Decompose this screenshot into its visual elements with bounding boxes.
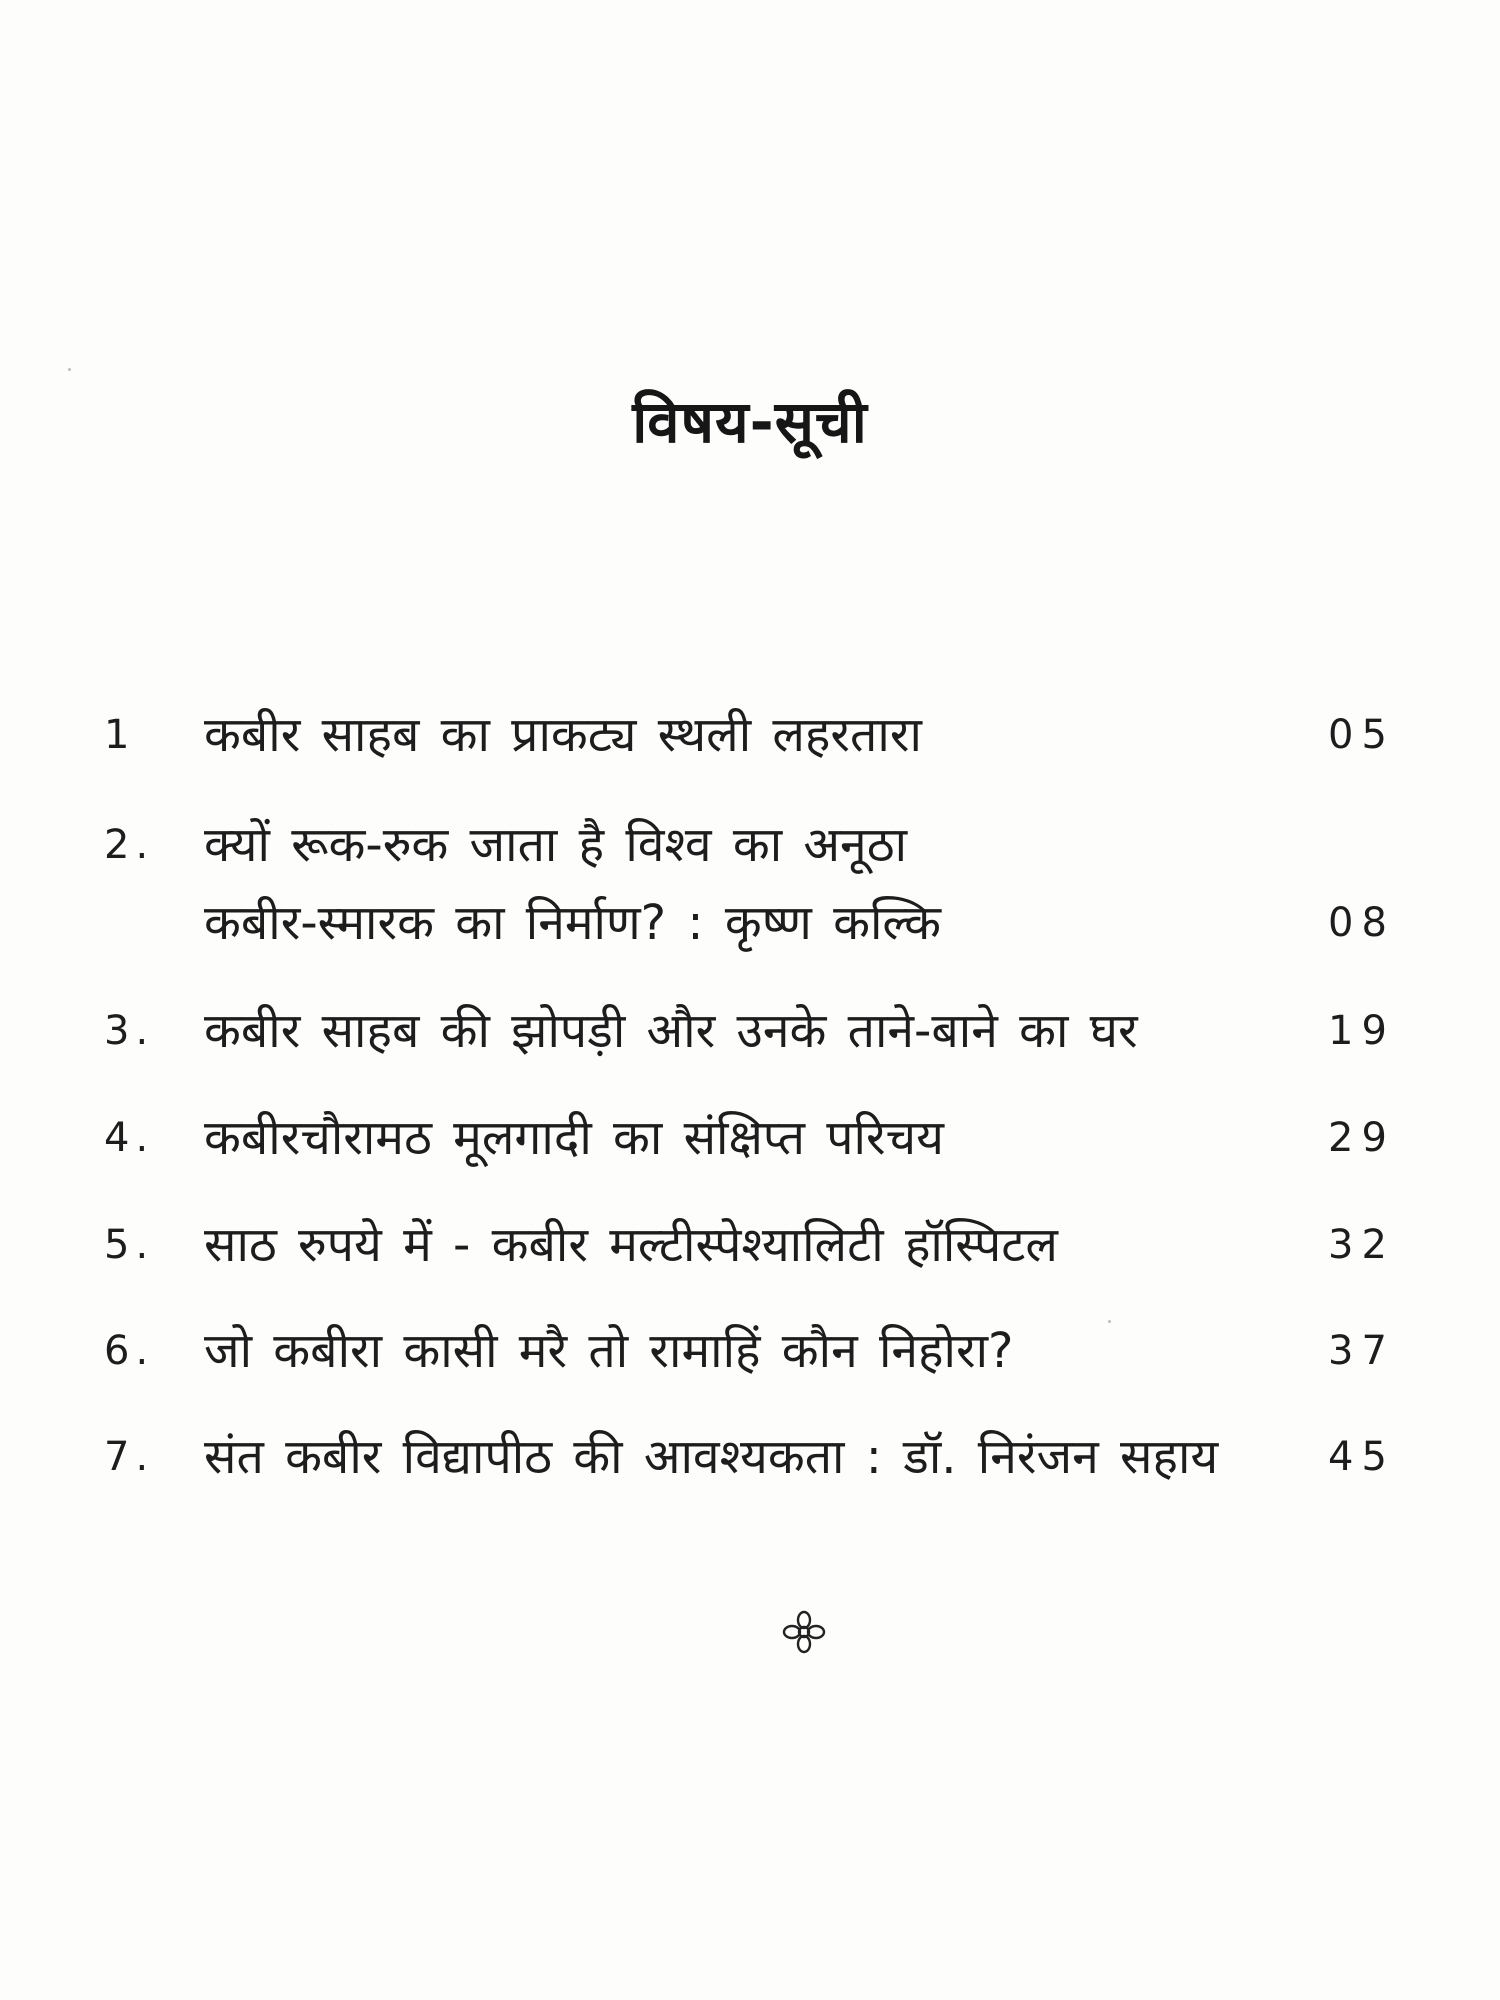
toc-entry [0, 1210, 1500, 1280]
flower-ornament-icon [782, 1610, 826, 1654]
toc-entry-page: 08 [1328, 900, 1395, 946]
toc-entry [0, 1316, 1500, 1386]
toc-entry-title: कबीर साहब की झोपड़ी और उनके ताने-बाने का घर [204, 1003, 1138, 1059]
scan-speck [68, 368, 71, 371]
toc-entry-title: कबीरचौरामठ मूलगादी का संक्षिप्त परिचय [204, 1110, 944, 1166]
toc-entry [0, 1422, 1500, 1492]
toc-entry-page: 45 [1328, 1434, 1395, 1480]
toc-entry-number: 6. [104, 1328, 155, 1374]
toc-entry-number: 7. [104, 1434, 155, 1480]
toc-entry [0, 810, 1500, 880]
page-title: विषय-सूची [632, 388, 868, 456]
toc-entry-number: 1 [104, 712, 136, 758]
toc-entry-number: 4. [104, 1115, 155, 1161]
toc-entry-number: 3. [104, 1008, 155, 1054]
toc-entry [0, 1103, 1500, 1173]
toc-entry-page: 37 [1328, 1328, 1395, 1374]
toc-entry-title: कबीर साहब का प्राकट्य स्थली लहरतारा [204, 707, 922, 763]
toc-entry-page: 19 [1328, 1008, 1395, 1054]
toc-entry-page: 05 [1328, 712, 1395, 758]
toc-entry [0, 996, 1500, 1066]
toc-entry-title: जो कबीरा कासी मरै तो रामाहिं कौन निहोरा? [204, 1323, 1014, 1379]
toc-entry-title-line2: कबीर-स्मारक का निर्माण? : कृष्ण कल्कि [204, 895, 941, 951]
toc-entry-page: 32 [1328, 1222, 1395, 1268]
toc-entry-continuation [0, 888, 1500, 958]
toc-entry-title: साठ रुपये में - कबीर मल्टीस्पेश्यालिटी हॉस्पिटल [204, 1217, 1058, 1273]
toc-entry-title: क्यों रूक-रुक जाता है विश्व का अनूठा [204, 817, 908, 873]
scan-speck [1108, 1320, 1111, 1323]
toc-entry-number: 2. [104, 822, 155, 868]
toc-entry-title: संत कबीर विद्यापीठ की आवश्यकता : डॉ. निरंजन सहाय [204, 1429, 1219, 1485]
toc-entry-page: 29 [1328, 1115, 1395, 1161]
toc-entry-number: 5. [104, 1222, 155, 1268]
toc-entry [0, 700, 1500, 770]
